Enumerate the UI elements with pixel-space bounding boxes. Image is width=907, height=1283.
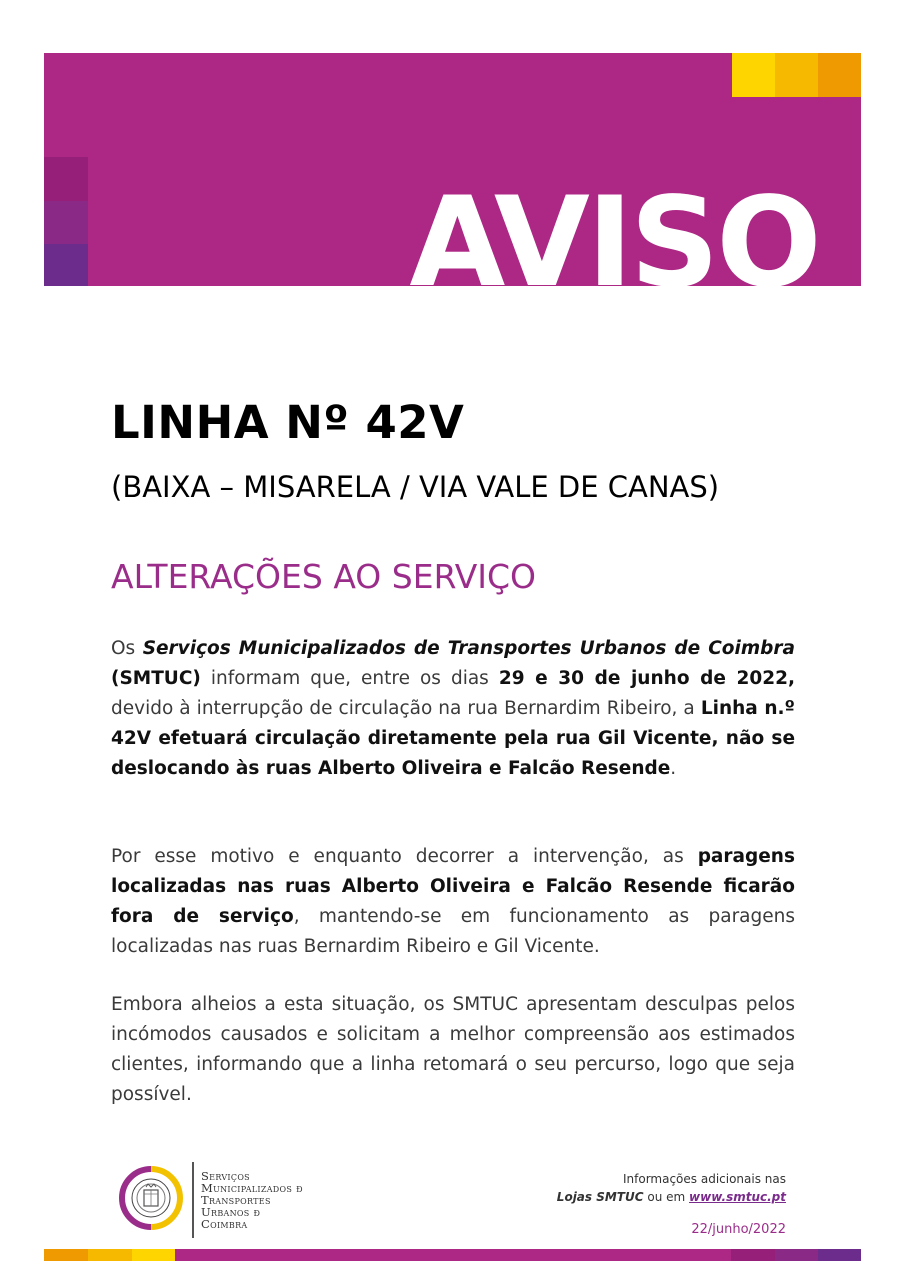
shops-label: Lojas SMTUC <box>556 1190 644 1204</box>
org-line: Urbanos ð <box>201 1205 261 1219</box>
notice-date: 22/junho/2022 <box>691 1222 786 1237</box>
banner-square-purple <box>44 201 88 244</box>
org-line: Transportes <box>201 1193 271 1207</box>
dates: 29 e 30 de junho de 2022, <box>498 668 795 689</box>
strip-segment <box>731 1249 775 1261</box>
org-line: Coimbra <box>201 1217 248 1231</box>
paragraph-3: Embora alheios a esta situação, os SMTUC apresentam desculpas pelos incómodos causados e solicitam a melhor compreensão aos estimados clientes, informando que a linha retomará o seu percurso, logo que seja possível. <box>111 994 795 1105</box>
paragraph-2 <box>111 842 795 962</box>
org-line: Serviços <box>201 1169 250 1183</box>
org-name: Serviços Municipalizados de Transportes Urbanos de Coimbra <box>142 638 795 659</box>
strip-segment <box>88 1249 132 1261</box>
page-title: LINHA Nº 42V <box>111 396 465 449</box>
banner-square-yellow <box>732 53 775 97</box>
banner-word: AVISO <box>409 171 819 286</box>
org-name-block <box>201 1170 303 1230</box>
website-link[interactable]: www.smtuc.pt <box>689 1190 786 1204</box>
info-or: ou em <box>643 1190 690 1204</box>
footer-divider <box>192 1162 194 1238</box>
additional-info <box>557 1170 786 1206</box>
section-title: ALTERAÇÕES AO SERVIÇO <box>111 557 537 596</box>
org-line: Municipalizados ð <box>201 1181 303 1195</box>
footer-color-strip <box>44 1249 861 1261</box>
text: devido à interrupção de circulação na rua Bernardim Ribeiro, a <box>111 698 701 719</box>
smtuc-logo-icon <box>118 1165 184 1231</box>
strip-segment <box>175 1249 731 1261</box>
strip-segment <box>775 1249 818 1261</box>
banner-square-purple-2 <box>44 244 88 286</box>
aviso-banner <box>44 53 861 286</box>
banner-square-orange <box>818 53 861 97</box>
strip-segment <box>818 1249 861 1261</box>
route-change: Linha n.º 42V efetuará circulação diretamente pela rua Gil Vicente, não se deslocando às ruas Alberto Oliveira e Falcão Resende <box>111 698 795 779</box>
strip-segment <box>132 1249 175 1261</box>
text: . <box>670 758 677 779</box>
info-line: Informações adicionais nas <box>622 1172 786 1186</box>
page-subtitle: (BAIXA – MISARELA / VIA VALE DE CANAS) <box>111 470 720 504</box>
text: Os <box>111 638 143 659</box>
text: Por esse motivo e enquanto decorrer a intervenção, as <box>111 846 698 867</box>
banner-square-magenta <box>44 157 88 201</box>
banner-square-yellow-2 <box>775 53 818 97</box>
text: informam que, entre os dias <box>200 668 499 689</box>
strip-segment <box>44 1249 88 1261</box>
paragraph-1 <box>111 634 795 784</box>
stops-out-of-service: paragens localizadas nas ruas Alberto Oliveira e Falcão Resende ficarão fora de serviço <box>111 846 795 927</box>
text: , mantendo-se em funcionamento as paragens localizadas nas ruas Bernardim Ribeiro e Gil Vicente. <box>111 906 796 957</box>
org-acronym: (SMTUC) <box>111 668 201 689</box>
